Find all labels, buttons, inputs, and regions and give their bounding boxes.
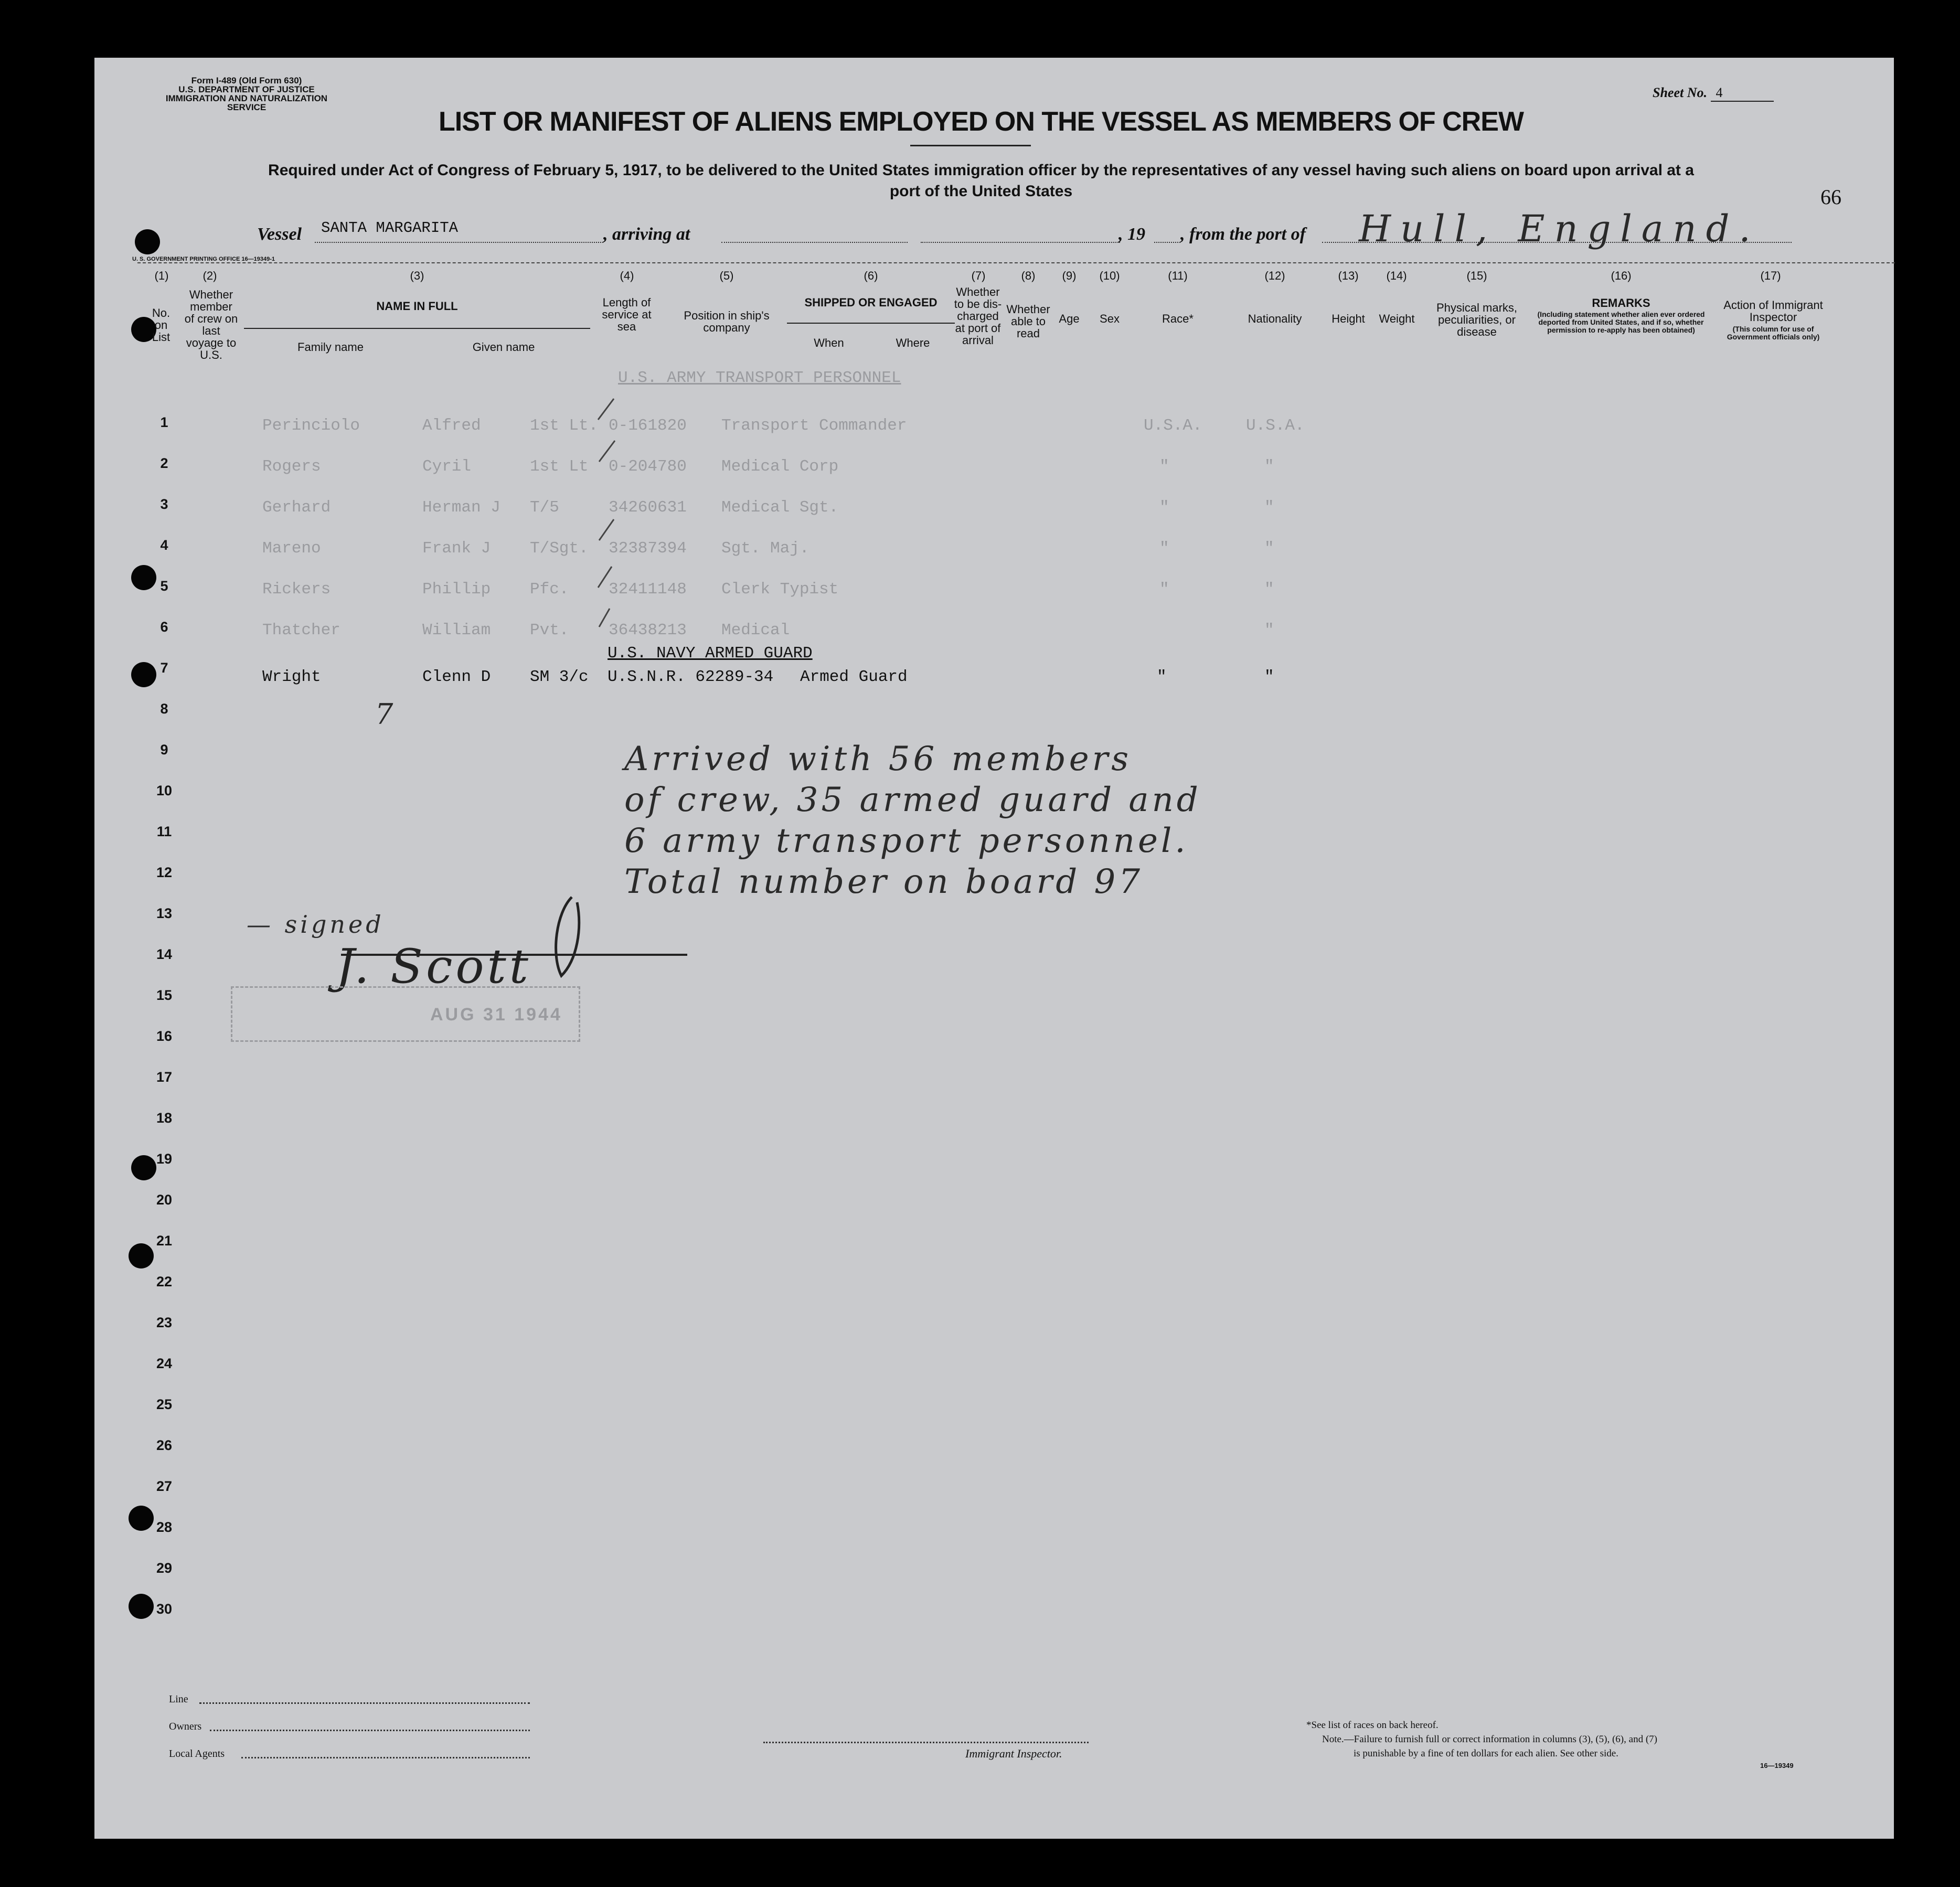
arriving-field [721,223,908,243]
row-number: 2 [160,455,168,471]
row-number: 8 [160,701,168,717]
col-header-inspector-note: (This column for use of Government officials only) [1727,325,1820,341]
footer-line-field [199,1702,530,1704]
punch-hole [135,229,160,254]
row-number: 26 [156,1437,173,1453]
service: IMMIGRATION AND NATURALIZATION SERVICE [165,93,328,112]
nationality: " [1264,539,1274,558]
col-num-1: (1) [154,269,169,282]
family-name: Wright [262,668,321,686]
date-field [921,223,1120,243]
year-label: , 19 [1119,225,1145,244]
family-name: Rickers [262,580,331,599]
footer-line-label: Line [169,1693,188,1705]
row-number: 17 [156,1069,173,1085]
shipped-rule [787,323,955,324]
col-header-nationality: Nationality [1248,312,1302,325]
col-num-12: (12) [1264,269,1285,282]
title-underline [910,145,1031,146]
sheet-label: Sheet No. [1653,85,1707,100]
serial-number: 32387394 [609,539,687,558]
col-header-discharged: Whether to be dis-charged at port of arrival [954,285,1002,347]
row-number: 7 [160,660,168,676]
col-header-age: Age [1059,312,1080,325]
col-header-physical-marks: Physical marks, peculiarities, or disease [1436,301,1518,338]
col-header-position: Position in ship's company [684,309,770,334]
race: " [1159,457,1169,476]
col-header-sex: Sex [1100,312,1120,325]
row-number: 22 [156,1274,173,1289]
serial-number: 0-204780 [609,457,687,476]
inspector-label: Immigrant Inspector. [965,1747,1062,1760]
given-name: Alfred [422,417,481,435]
section-navy-armed-guard: U.S. NAVY ARMED GUARD [608,644,813,663]
footer-owners-label: Owners [169,1721,202,1732]
serial-number: 36438213 [609,621,687,639]
col-header-last-voyage: Whether member of crew on last voyage to U.S. [184,288,238,361]
signature: J. Scott [336,939,531,994]
rank: T/Sgt. [530,539,589,558]
col-header-when: When [814,336,844,349]
col-num-7: (7) [971,269,986,282]
col-num-5: (5) [719,269,734,282]
stamp-date: AUG 31 1944 [430,1005,562,1025]
sheet-number [1653,85,1774,102]
col-header-weight: Weight [1379,312,1415,325]
footer-owners-field [210,1730,530,1731]
rank: Pvt. [530,621,569,639]
row-number: 5 [160,578,168,594]
race: " [1159,498,1169,517]
row-number: 1 [160,414,168,430]
position: Sgt. Maj. [721,539,809,558]
row-number: 18 [156,1110,173,1126]
row-number: 4 [160,537,168,553]
family-name: Mareno [262,539,321,558]
position: Medical Corp [721,457,839,476]
footer-agents-field [241,1757,530,1758]
position: Medical [721,621,790,639]
nationality: " [1264,498,1274,517]
col-num-8: (8) [1021,269,1036,282]
row-number: 24 [156,1356,173,1371]
serial-number: U.S.N.R. 62289-34 [608,668,774,686]
family-name: Thatcher [262,621,340,639]
col-header-height: Height [1331,312,1365,325]
vessel-name: SANTA MARGARITA [321,219,459,237]
inspector-signature-field [763,1742,1089,1743]
subtitle [157,160,1805,202]
rank: Pfc. [530,580,569,599]
family-name: Perinciolo [262,417,360,435]
year-field [1154,223,1180,243]
col-header-shipped-engaged: SHIPPED OR ENGAGED [804,296,938,309]
row-number: 20 [156,1192,173,1208]
arriving-label: , arriving at [603,225,690,244]
col-header-race: Race* [1162,312,1194,325]
row-number: 30 [156,1601,173,1617]
footer-note-line-1: Note.—Failure to furnish full or correct information in columns (3), (5), (6), and (7) [1322,1734,1657,1745]
row-number: 3 [160,496,168,512]
col-num-3: (3) [410,269,424,282]
row-number: 11 [156,824,172,839]
position: Clerk Typist [721,580,839,599]
race: U.S.A. [1144,417,1202,435]
row-number: 13 [156,905,173,921]
col-num-2: (2) [203,269,217,282]
col-header-remarks-note: (Including statement whether alien ever ordered deported from United States, and if so, whether permission to re-apply has been obtained) [1537,310,1705,334]
col-num-9: (9) [1062,269,1077,282]
race: " [1157,668,1167,686]
row-number: 21 [156,1233,173,1249]
family-name: Gerhard [262,498,331,517]
col-header-given-name: Given name [472,340,535,354]
row-number: 12 [156,865,173,880]
col-header-no-on-list: No. on List [152,306,171,344]
position: Armed Guard [800,668,908,686]
check-marks [577,388,672,635]
rank: SM 3/c [530,668,589,686]
col-num-15: (15) [1466,269,1487,282]
col-num-13: (13) [1338,269,1359,282]
sheet-value: 4 [1711,85,1774,102]
vessel-label: Vessel [257,225,302,244]
given-name: Frank J [422,539,491,558]
nationality: " [1264,580,1274,599]
form-code: 16—19349 [1760,1762,1794,1769]
rank: 1st Lt. [530,417,599,435]
row-number: 15 [156,987,173,1003]
nationality: " [1264,668,1274,686]
col-num-16: (16) [1611,269,1632,282]
given-name: Cyril [422,457,472,476]
row-number: 29 [156,1560,173,1576]
row-number: 23 [156,1315,173,1330]
handwritten-note-line-1: Arrived with 56 members [624,740,1132,779]
col-header-remarks: REMARKS [1592,296,1650,310]
handwritten-note-line-3: 6 army transport personnel. [624,822,1189,860]
nationality: U.S.A. [1246,417,1305,435]
footer-note-line-2: is punishable by a fine of ten dollars for each alien. See other side. [1354,1748,1618,1759]
section-army-transport: U.S. ARMY TRANSPORT PERSONNEL [618,369,901,387]
page-stamp-number: 66 [1820,185,1841,209]
handwritten-tick: 7 [375,698,397,731]
serial-number: 0-161820 [609,417,687,435]
race: " [1159,580,1169,599]
col-header-family-name: Family name [297,340,364,354]
given-name: Herman J [422,498,500,517]
row-number: 19 [156,1151,173,1167]
col-header-length-of-service: Length of service at sea [602,296,652,333]
col-num-17: (17) [1760,269,1781,282]
row-number: 14 [156,946,173,962]
col-num-14: (14) [1386,269,1407,282]
serial-number: 34260631 [609,498,687,517]
signature-prefix: — signed [247,910,385,939]
col-header-inspector-action: Action of Immigrant Inspector [1723,298,1823,324]
given-name: Clenn D [422,668,491,686]
row-number: 10 [156,783,173,798]
footer-agents-label: Local Agents [169,1748,225,1760]
row-number: 16 [156,1028,173,1044]
page-title: LIST OR MANIFEST OF ALIENS EMPLOYED ON THE VESSEL AS MEMBERS OF CREW [439,106,1524,137]
col-num-6: (6) [864,269,878,282]
family-name: Rogers [262,457,321,476]
from-port-handwritten: Hull, England. [1359,207,1760,250]
col-header-able-to-read: Whether able to read [1006,303,1050,340]
nationality: " [1264,457,1274,476]
given-name: William [422,621,491,639]
row-number: 25 [156,1396,173,1412]
handwritten-note-line-2: of crew, 35 armed guard and [624,781,1201,819]
from-port-label: , from the port of [1180,225,1306,244]
col-num-11: (11) [1168,269,1188,282]
rank: 1st Lt [530,457,589,476]
subtitle-line-1: Required under Act of Congress of February 5, 1917, to be delivered to the United States immigration officer by the representatives of any vessel having such aliens on board upon arrival at a [268,162,1694,179]
col-header-name-in-full: NAME IN FULL [376,300,458,313]
position: Transport Commander [721,417,907,435]
header-rule [137,262,1895,263]
printing-office-note: U. S. GOVERNMENT PRINTING OFFICE 16—19349-1 [132,256,275,262]
handwritten-note-line-4: Total number on board 97 [624,862,1143,901]
col-num-10: (10) [1099,269,1120,282]
rank: T/5 [530,498,559,517]
given-name: Phillip [422,580,491,599]
col-num-4: (4) [620,269,634,282]
department: U.S. DEPARTMENT OF JUSTICE [178,84,315,94]
race-note: *See list of races on back hereof. [1306,1720,1439,1731]
subtitle-line-2: port of the United States [889,183,1073,200]
row-number: 9 [160,742,168,758]
col-header-where: Where [896,336,930,349]
row-number: 28 [156,1519,173,1535]
row-number: 27 [156,1478,173,1494]
row-number: 6 [160,619,168,635]
nationality: " [1264,621,1274,639]
serial-number: 32411148 [609,580,687,599]
name-rule [244,328,590,329]
form-id: Form I-489 (Old Form 630) [191,76,302,86]
position: Medical Sgt. [721,498,839,517]
race: " [1159,539,1169,558]
